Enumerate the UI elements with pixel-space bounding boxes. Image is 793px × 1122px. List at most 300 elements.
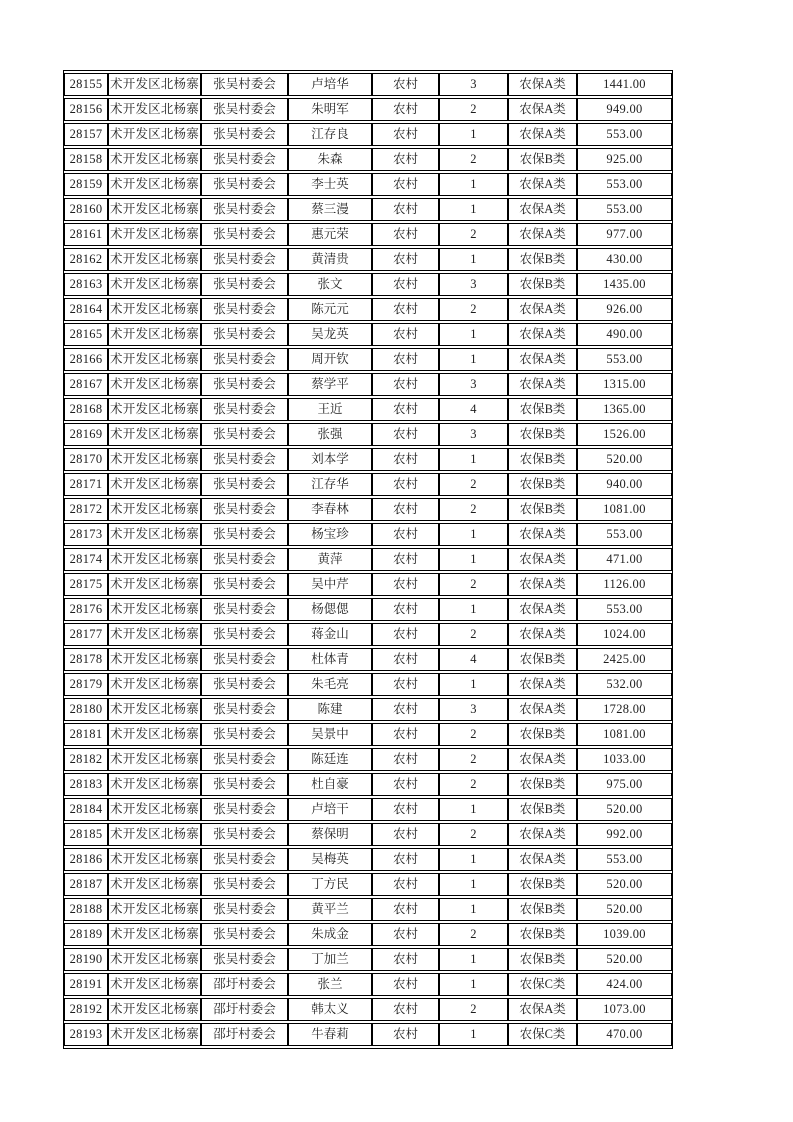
cell-insurance-category: 农保B类 [508,498,577,521]
cell-insurance-category: 农保B类 [508,898,577,921]
cell-residence-type: 农村 [372,698,439,721]
cell-insurance-category: 农保B类 [508,773,577,796]
cell-record-id: 28171 [64,473,108,496]
cell-village-committee: 张吴村委会 [201,448,288,471]
cell-residence-type: 农村 [372,898,439,921]
cell-person-name: 蒋金山 [288,623,372,646]
cell-insurance-category: 农保B类 [508,473,577,496]
cell-person-count: 1 [439,523,508,546]
cell-district: 术开发区北杨寨 [108,473,201,496]
cell-residence-type: 农村 [372,673,439,696]
cell-district: 术开发区北杨寨 [108,498,201,521]
cell-person-count: 1 [439,598,508,621]
cell-village-committee: 张吴村委会 [201,823,288,846]
cell-district: 术开发区北杨寨 [108,423,201,446]
cell-person-count: 2 [439,623,508,646]
cell-insurance-category: 农保A类 [508,998,577,1021]
cell-person-name: 张文 [288,273,372,296]
table-row [64,298,672,321]
records-table [64,71,672,1048]
cell-district: 术开发区北杨寨 [108,323,201,346]
cell-amount: 1073.00 [577,998,672,1021]
cell-amount: 1526.00 [577,423,672,446]
cell-village-committee: 张吴村委会 [201,498,288,521]
cell-person-name: 卢培华 [288,73,372,96]
cell-amount: 532.00 [577,673,672,696]
table-row [64,773,672,796]
cell-person-name: 朱明军 [288,98,372,121]
table-row [64,723,672,746]
cell-residence-type: 农村 [372,523,439,546]
cell-village-committee: 张吴村委会 [201,923,288,946]
cell-record-id: 28192 [64,998,108,1021]
cell-person-count: 1 [439,848,508,871]
cell-village-committee: 张吴村委会 [201,873,288,896]
cell-residence-type: 农村 [372,448,439,471]
cell-person-name: 黄平兰 [288,898,372,921]
cell-amount: 520.00 [577,873,672,896]
cell-person-name: 杨偲偲 [288,598,372,621]
cell-record-id: 28172 [64,498,108,521]
cell-person-count: 1 [439,123,508,146]
cell-residence-type: 农村 [372,823,439,846]
cell-person-count: 2 [439,473,508,496]
cell-residence-type: 农村 [372,998,439,1021]
cell-residence-type: 农村 [372,98,439,121]
cell-person-name: 张兰 [288,973,372,996]
cell-person-name: 吴龙英 [288,323,372,346]
cell-amount: 1039.00 [577,923,672,946]
table-row [64,748,672,771]
cell-residence-type: 农村 [372,198,439,221]
cell-insurance-category: 农保A类 [508,323,577,346]
cell-person-name: 卢培干 [288,798,372,821]
cell-amount: 1441.00 [577,73,672,96]
cell-insurance-category: 农保B类 [508,273,577,296]
cell-village-committee: 张吴村委会 [201,623,288,646]
cell-record-id: 28186 [64,848,108,871]
cell-person-count: 3 [439,698,508,721]
cell-record-id: 28155 [64,73,108,96]
cell-record-id: 28164 [64,298,108,321]
cell-person-name: 朱毛亮 [288,673,372,696]
cell-district: 术开发区北杨寨 [108,648,201,671]
cell-person-count: 1 [439,948,508,971]
cell-amount: 949.00 [577,98,672,121]
cell-person-name: 李春林 [288,498,372,521]
cell-record-id: 28179 [64,673,108,696]
cell-district: 术开发区北杨寨 [108,748,201,771]
cell-person-count: 2 [439,148,508,171]
cell-residence-type: 农村 [372,348,439,371]
table-body [64,73,672,1046]
cell-amount: 553.00 [577,523,672,546]
cell-insurance-category: 农保B类 [508,923,577,946]
cell-amount: 1126.00 [577,573,672,596]
cell-person-name: 丁方民 [288,873,372,896]
cell-record-id: 28193 [64,1023,108,1046]
table-row [64,473,672,496]
cell-person-count: 1 [439,198,508,221]
cell-amount: 1024.00 [577,623,672,646]
cell-insurance-category: 农保A类 [508,748,577,771]
cell-insurance-category: 农保A类 [508,623,577,646]
cell-village-committee: 张吴村委会 [201,423,288,446]
cell-amount: 553.00 [577,348,672,371]
table-row [64,98,672,121]
cell-amount: 926.00 [577,298,672,321]
cell-record-id: 28189 [64,923,108,946]
cell-amount: 2425.00 [577,648,672,671]
cell-insurance-category: 农保A类 [508,73,577,96]
cell-record-id: 28191 [64,973,108,996]
cell-insurance-category: 农保B类 [508,648,577,671]
cell-person-name: 吴景中 [288,723,372,746]
cell-record-id: 28162 [64,248,108,271]
cell-district: 术开发区北杨寨 [108,273,201,296]
table-row [64,573,672,596]
cell-person-count: 1 [439,548,508,571]
table-row [64,548,672,571]
cell-person-name: 杜体青 [288,648,372,671]
cell-person-name: 黄萍 [288,548,372,571]
table-row [64,973,672,996]
cell-person-count: 1 [439,1023,508,1046]
cell-person-count: 2 [439,298,508,321]
cell-insurance-category: 农保A类 [508,98,577,121]
cell-residence-type: 农村 [372,748,439,771]
cell-amount: 553.00 [577,198,672,221]
cell-village-committee: 张吴村委会 [201,223,288,246]
cell-person-count: 3 [439,373,508,396]
cell-district: 术开发区北杨寨 [108,673,201,696]
cell-district: 术开发区北杨寨 [108,523,201,546]
cell-district: 术开发区北杨寨 [108,73,201,96]
cell-village-committee: 张吴村委会 [201,673,288,696]
cell-person-count: 2 [439,823,508,846]
cell-insurance-category: 农保A类 [508,223,577,246]
cell-residence-type: 农村 [372,273,439,296]
cell-village-committee: 张吴村委会 [201,523,288,546]
cell-residence-type: 农村 [372,1023,439,1046]
cell-insurance-category: 农保B类 [508,948,577,971]
cell-village-committee: 张吴村委会 [201,398,288,421]
cell-amount: 490.00 [577,323,672,346]
cell-amount: 992.00 [577,823,672,846]
table-row [64,823,672,846]
cell-record-id: 28173 [64,523,108,546]
cell-person-name: 牛春莉 [288,1023,372,1046]
cell-person-name: 惠元荣 [288,223,372,246]
cell-district: 术开发区北杨寨 [108,1023,201,1046]
cell-person-name: 蔡学平 [288,373,372,396]
cell-person-name: 李士英 [288,173,372,196]
cell-residence-type: 农村 [372,623,439,646]
cell-residence-type: 农村 [372,398,439,421]
cell-district: 术开发区北杨寨 [108,198,201,221]
cell-amount: 940.00 [577,473,672,496]
cell-record-id: 28190 [64,948,108,971]
cell-residence-type: 农村 [372,873,439,896]
table-row [64,223,672,246]
cell-person-name: 蔡三漫 [288,198,372,221]
cell-person-count: 1 [439,173,508,196]
cell-residence-type: 农村 [372,173,439,196]
cell-residence-type: 农村 [372,148,439,171]
cell-record-id: 28177 [64,623,108,646]
cell-record-id: 28183 [64,773,108,796]
cell-residence-type: 农村 [372,598,439,621]
cell-person-count: 2 [439,498,508,521]
table-row [64,498,672,521]
cell-village-committee: 张吴村委会 [201,348,288,371]
cell-village-committee: 张吴村委会 [201,473,288,496]
cell-insurance-category: 农保B类 [508,398,577,421]
cell-amount: 925.00 [577,148,672,171]
cell-record-id: 28158 [64,148,108,171]
cell-insurance-category: 农保B类 [508,873,577,896]
cell-village-committee: 邵圩村委会 [201,973,288,996]
cell-person-name: 黄清贵 [288,248,372,271]
cell-residence-type: 农村 [372,323,439,346]
cell-village-committee: 张吴村委会 [201,273,288,296]
table-row [64,173,672,196]
cell-person-name: 江存良 [288,123,372,146]
cell-person-name: 韩太义 [288,998,372,1021]
cell-village-committee: 张吴村委会 [201,748,288,771]
cell-district: 术开发区北杨寨 [108,173,201,196]
cell-record-id: 28181 [64,723,108,746]
cell-record-id: 28184 [64,798,108,821]
table-row [64,898,672,921]
cell-district: 术开发区北杨寨 [108,948,201,971]
cell-insurance-category: 农保B类 [508,248,577,271]
table-row [64,523,672,546]
cell-residence-type: 农村 [372,373,439,396]
cell-person-count: 1 [439,448,508,471]
cell-village-committee: 邵圩村委会 [201,1023,288,1046]
cell-district: 术开发区北杨寨 [108,373,201,396]
cell-person-name: 朱森 [288,148,372,171]
cell-insurance-category: 农保A类 [508,573,577,596]
cell-village-committee: 张吴村委会 [201,548,288,571]
cell-record-id: 28168 [64,398,108,421]
cell-person-count: 2 [439,98,508,121]
cell-record-id: 28176 [64,598,108,621]
cell-person-count: 2 [439,748,508,771]
cell-person-name: 吴中芹 [288,573,372,596]
cell-person-name: 陈建 [288,698,372,721]
cell-village-committee: 张吴村委会 [201,598,288,621]
records-table-border [63,70,673,1049]
cell-amount: 977.00 [577,223,672,246]
cell-insurance-category: 农保A类 [508,673,577,696]
cell-insurance-category: 农保A类 [508,598,577,621]
cell-amount: 430.00 [577,248,672,271]
cell-amount: 1033.00 [577,748,672,771]
cell-person-count: 1 [439,323,508,346]
table-row [64,998,672,1021]
cell-person-name: 张强 [288,423,372,446]
cell-insurance-category: 农保A类 [508,123,577,146]
cell-record-id: 28163 [64,273,108,296]
cell-district: 术开发区北杨寨 [108,723,201,746]
cell-amount: 1365.00 [577,398,672,421]
cell-residence-type: 农村 [372,473,439,496]
cell-residence-type: 农村 [372,573,439,596]
cell-amount: 1435.00 [577,273,672,296]
cell-insurance-category: 农保A类 [508,373,577,396]
cell-district: 术开发区北杨寨 [108,148,201,171]
table-row [64,798,672,821]
cell-person-name: 陈廷连 [288,748,372,771]
cell-insurance-category: 农保A类 [508,698,577,721]
cell-insurance-category: 农保B类 [508,423,577,446]
table-row [64,423,672,446]
cell-person-name: 丁加兰 [288,948,372,971]
cell-village-committee: 张吴村委会 [201,323,288,346]
cell-amount: 424.00 [577,973,672,996]
cell-village-committee: 张吴村委会 [201,123,288,146]
cell-person-name: 刘本学 [288,448,372,471]
cell-insurance-category: 农保C类 [508,973,577,996]
cell-person-count: 2 [439,223,508,246]
cell-person-name: 王近 [288,398,372,421]
cell-record-id: 28166 [64,348,108,371]
cell-residence-type: 农村 [372,548,439,571]
cell-record-id: 28174 [64,548,108,571]
cell-person-count: 3 [439,273,508,296]
cell-village-committee: 张吴村委会 [201,198,288,221]
cell-district: 术开发区北杨寨 [108,798,201,821]
cell-record-id: 28178 [64,648,108,671]
cell-person-name: 吴梅英 [288,848,372,871]
cell-residence-type: 农村 [372,298,439,321]
cell-amount: 520.00 [577,898,672,921]
table-row [64,698,672,721]
cell-residence-type: 农村 [372,948,439,971]
cell-insurance-category: 农保B类 [508,448,577,471]
cell-district: 术开发区北杨寨 [108,123,201,146]
cell-amount: 1315.00 [577,373,672,396]
cell-village-committee: 张吴村委会 [201,648,288,671]
table-row [64,123,672,146]
cell-record-id: 28169 [64,423,108,446]
cell-district: 术开发区北杨寨 [108,773,201,796]
cell-person-count: 1 [439,873,508,896]
cell-person-count: 1 [439,973,508,996]
cell-district: 术开发区北杨寨 [108,823,201,846]
cell-village-committee: 张吴村委会 [201,723,288,746]
cell-person-count: 1 [439,248,508,271]
cell-insurance-category: 农保A类 [508,523,577,546]
cell-insurance-category: 农保A类 [508,198,577,221]
table-row [64,148,672,171]
cell-person-count: 3 [439,73,508,96]
cell-district: 术开发区北杨寨 [108,573,201,596]
cell-amount: 520.00 [577,448,672,471]
cell-insurance-category: 农保A类 [508,823,577,846]
cell-insurance-category: 农保B类 [508,723,577,746]
cell-person-name: 江存华 [288,473,372,496]
cell-district: 术开发区北杨寨 [108,223,201,246]
cell-district: 术开发区北杨寨 [108,398,201,421]
cell-amount: 470.00 [577,1023,672,1046]
cell-district: 术开发区北杨寨 [108,348,201,371]
cell-insurance-category: 农保A类 [508,298,577,321]
cell-village-committee: 张吴村委会 [201,148,288,171]
cell-amount: 471.00 [577,548,672,571]
cell-village-committee: 张吴村委会 [201,898,288,921]
cell-village-committee: 张吴村委会 [201,698,288,721]
table-row [64,198,672,221]
cell-record-id: 28182 [64,748,108,771]
cell-district: 术开发区北杨寨 [108,848,201,871]
cell-amount: 553.00 [577,123,672,146]
cell-village-committee: 张吴村委会 [201,373,288,396]
cell-district: 术开发区北杨寨 [108,248,201,271]
table-row [64,648,672,671]
cell-amount: 975.00 [577,773,672,796]
cell-record-id: 28187 [64,873,108,896]
table-row [64,248,672,271]
cell-record-id: 28161 [64,223,108,246]
cell-insurance-category: 农保C类 [508,1023,577,1046]
cell-village-committee: 张吴村委会 [201,948,288,971]
cell-residence-type: 农村 [372,773,439,796]
cell-residence-type: 农村 [372,848,439,871]
cell-person-name: 周开钦 [288,348,372,371]
cell-record-id: 28156 [64,98,108,121]
cell-person-count: 2 [439,773,508,796]
cell-person-count: 2 [439,923,508,946]
cell-district: 术开发区北杨寨 [108,448,201,471]
cell-record-id: 28185 [64,823,108,846]
table-row [64,273,672,296]
cell-record-id: 28159 [64,173,108,196]
cell-amount: 553.00 [577,598,672,621]
table-row [64,598,672,621]
cell-village-committee: 张吴村委会 [201,573,288,596]
cell-district: 术开发区北杨寨 [108,98,201,121]
cell-person-count: 4 [439,648,508,671]
table-row [64,323,672,346]
cell-district: 术开发区北杨寨 [108,923,201,946]
cell-district: 术开发区北杨寨 [108,998,201,1021]
cell-district: 术开发区北杨寨 [108,548,201,571]
cell-person-name: 杜自豪 [288,773,372,796]
cell-residence-type: 农村 [372,248,439,271]
table-row [64,373,672,396]
cell-residence-type: 农村 [372,648,439,671]
cell-person-name: 杨宝珍 [288,523,372,546]
cell-insurance-category: 农保A类 [508,848,577,871]
cell-person-count: 2 [439,573,508,596]
table-row [64,73,672,96]
cell-record-id: 28160 [64,198,108,221]
table-row [64,923,672,946]
cell-village-committee: 张吴村委会 [201,798,288,821]
cell-person-count: 2 [439,998,508,1021]
cell-residence-type: 农村 [372,223,439,246]
table-row [64,623,672,646]
table-row [64,673,672,696]
cell-amount: 1728.00 [577,698,672,721]
cell-insurance-category: 农保B类 [508,798,577,821]
cell-district: 术开发区北杨寨 [108,898,201,921]
cell-record-id: 28188 [64,898,108,921]
cell-person-count: 2 [439,723,508,746]
